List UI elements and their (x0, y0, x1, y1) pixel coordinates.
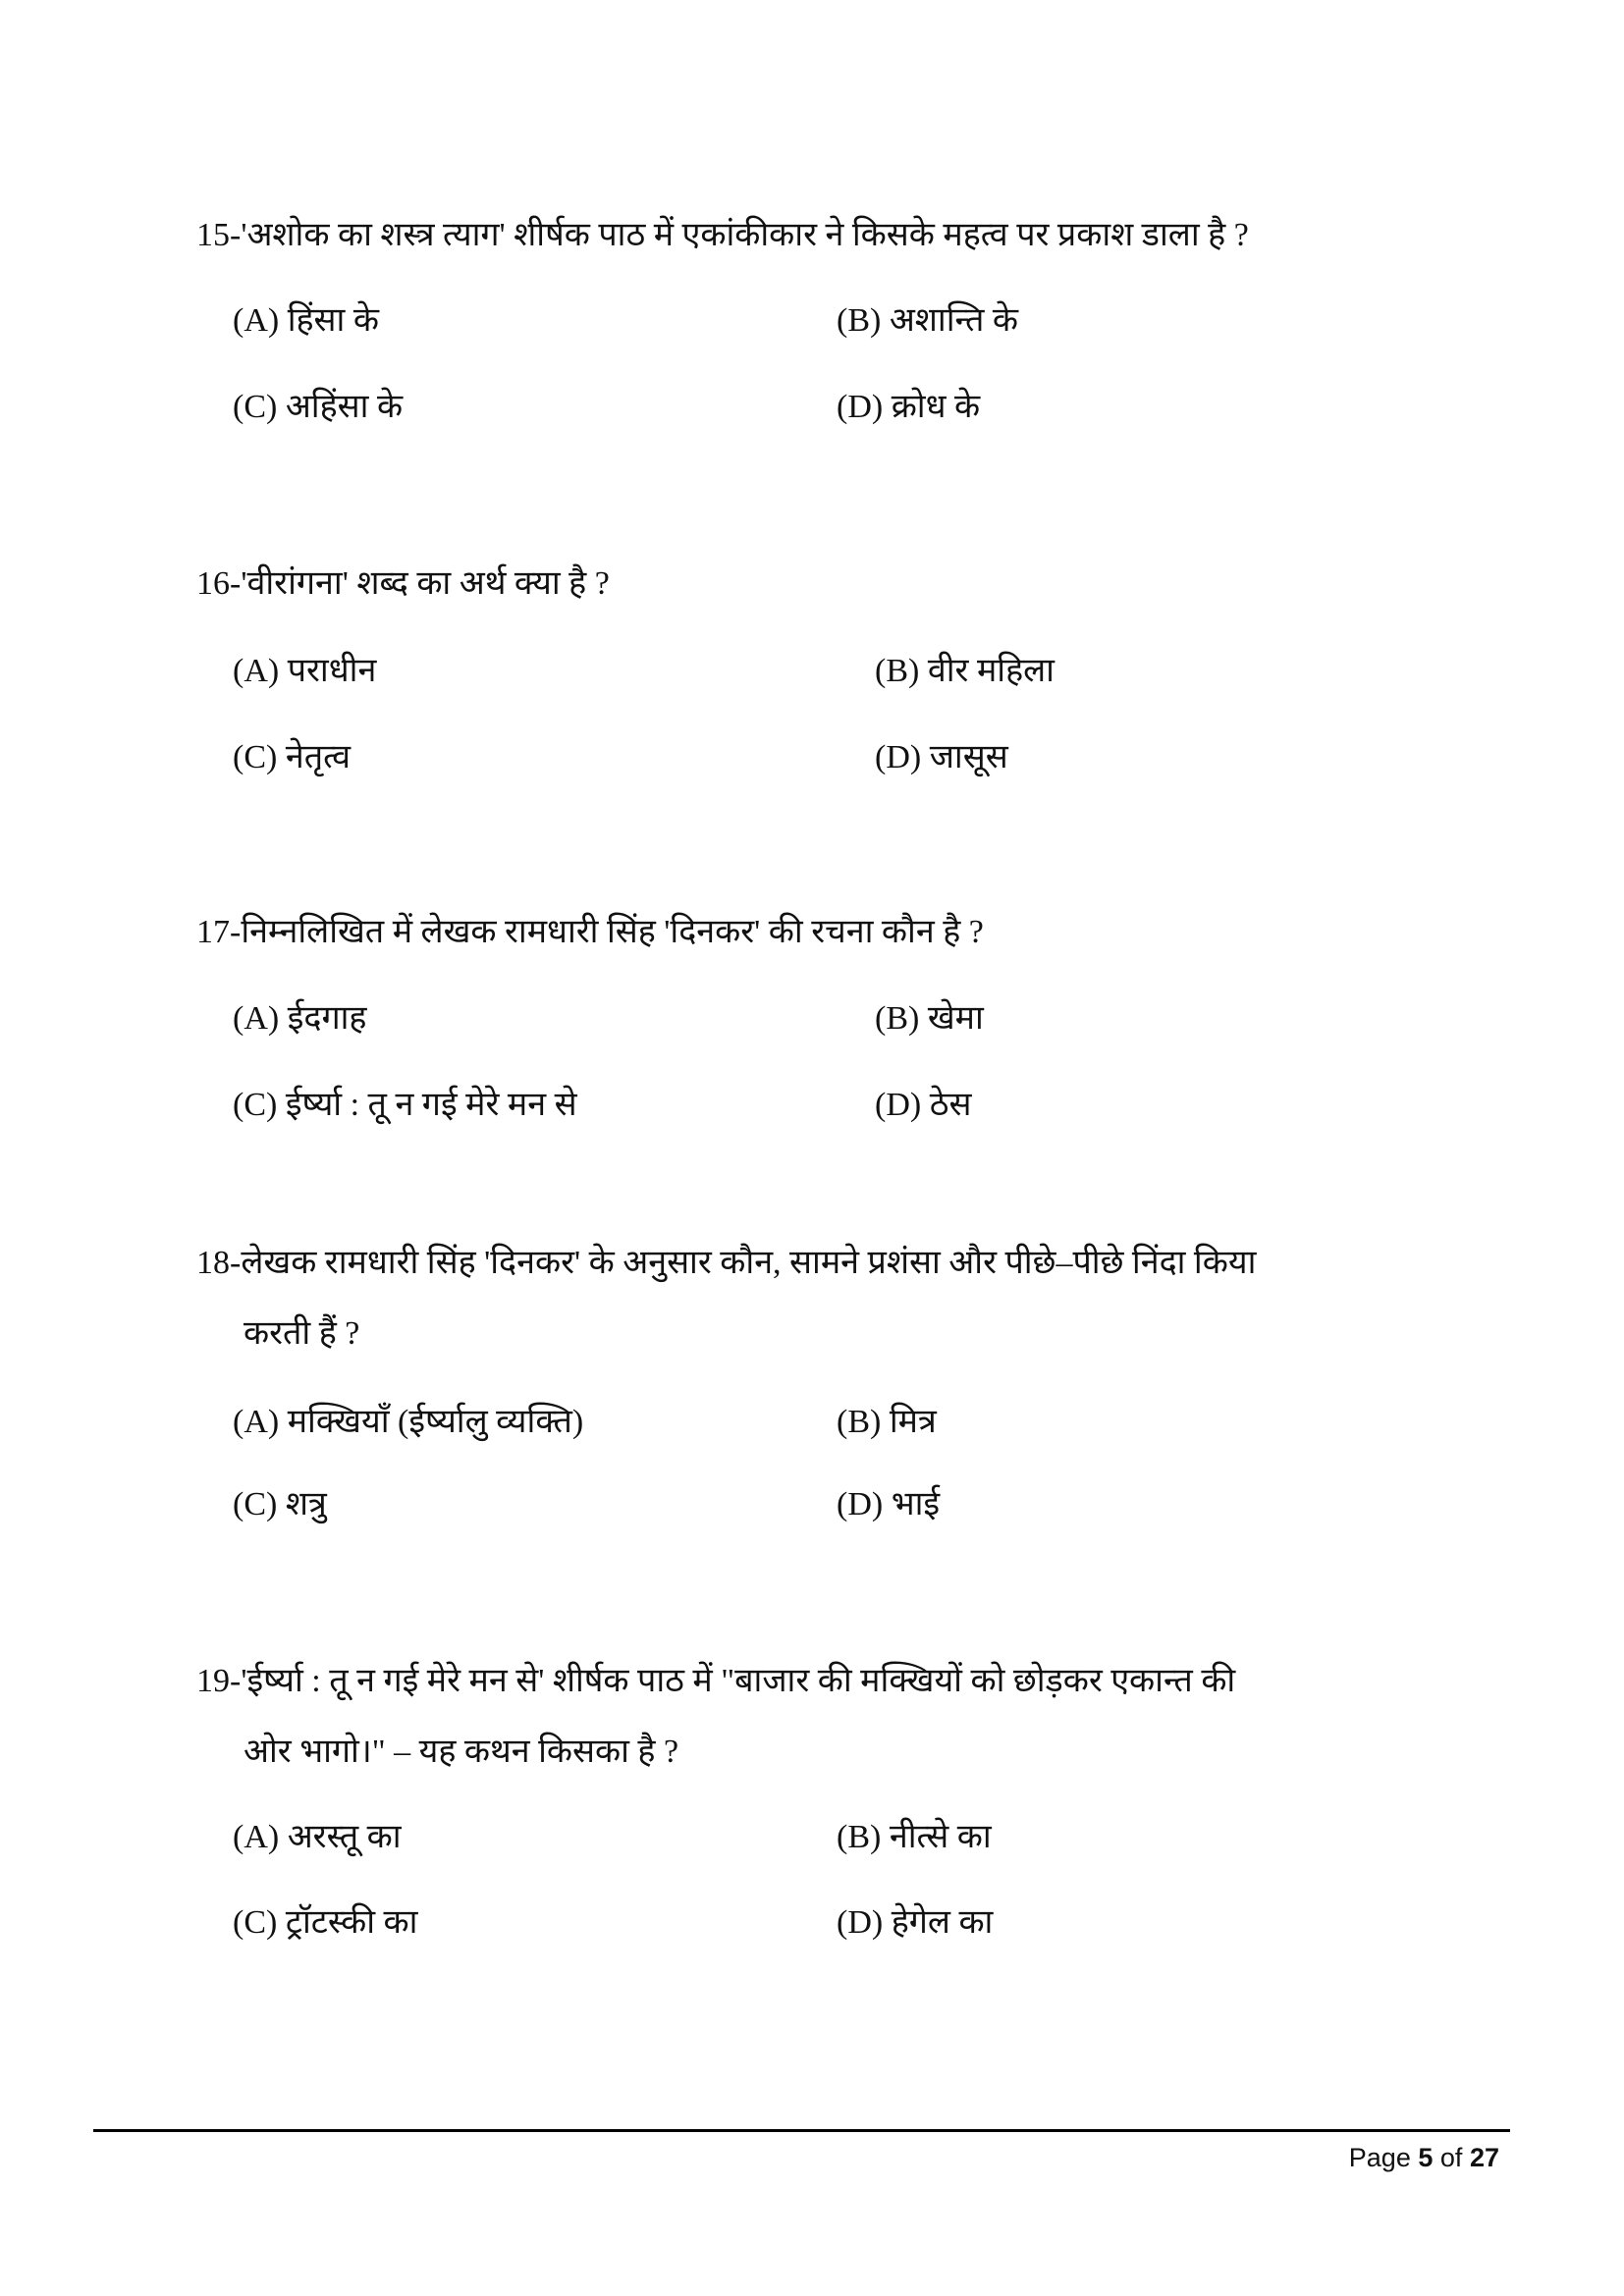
question-18 (196, 1242, 1256, 1285)
page-label: Page (1348, 2143, 1411, 2172)
option-a: (A) हिंसा के (233, 302, 379, 339)
question-text: लेखक रामधारी सिंह 'दिनकर' के अनुसार कौन, सामने प्रशंसा और पीछे–पीछे निंदा किया (241, 1245, 1257, 1281)
option-b: (B) नीत्से का (837, 1819, 992, 1855)
option-b: (B) मित्र (837, 1404, 937, 1440)
option-c: (C) नेतृत्व (233, 739, 351, 775)
question-number: 16- (196, 565, 242, 602)
question-number: 18- (196, 1245, 242, 1281)
option-a: (A) पराधीन (233, 653, 377, 689)
option-d: (D) भाई (837, 1486, 941, 1522)
question-number: 15- (196, 217, 242, 253)
question-text: निम्नलिखित में लेखक रामधारी सिंह 'दिनकर' की रचना कौन है ? (241, 914, 984, 950)
question-16 (196, 562, 610, 606)
option-c: (C) शत्रु (233, 1486, 327, 1522)
option-b: (B) अशान्ति के (837, 302, 1018, 339)
question-text: 'ईर्ष्या : तू न गई मेरे मन से' शीर्षक पाठ में "बाजार की मक्खियों को छोड़कर एकान्त की (241, 1663, 1236, 1699)
option-b: (B) वीर महिला (875, 653, 1055, 689)
of-label: of (1439, 2143, 1463, 2172)
footer-divider (93, 2129, 1510, 2132)
question-18-continued: करती हैं ? (244, 1315, 360, 1352)
option-d: (D) जासूस (875, 739, 1008, 775)
question-15 (196, 214, 1249, 257)
option-c: (C) ईर्ष्या : तू न गई मेरे मन से (233, 1087, 577, 1123)
option-c: (C) अहिंसा के (233, 389, 404, 425)
question-19-continued: ओर भागो।" – यह कथन किसका है ? (244, 1734, 679, 1770)
option-c: (C) ट्रॉटस्की का (233, 1904, 418, 1941)
question-text: 'वीरांगना' शब्द का अर्थ क्या है ? (241, 565, 610, 602)
option-a: (A) मक्खियाँ (ईर्ष्यालु व्यक्ति) (233, 1404, 584, 1440)
option-a: (A) ईदगाह (233, 1000, 367, 1037)
option-a: (A) अरस्तू का (233, 1819, 402, 1855)
current-page: 5 (1418, 2143, 1434, 2172)
option-d: (D) ठेस (875, 1087, 972, 1123)
total-pages: 27 (1469, 2143, 1499, 2172)
option-b: (B) खेमा (875, 1000, 984, 1037)
page-number (1349, 2140, 1499, 2175)
question-number: 19- (196, 1663, 242, 1699)
option-d: (D) हेगेल का (837, 1904, 994, 1941)
question-17 (196, 911, 984, 954)
question-number: 17- (196, 914, 242, 950)
option-d: (D) क्रोध के (837, 389, 981, 425)
question-19 (196, 1660, 1235, 1703)
question-text: 'अशोक का शस्त्र त्याग' शीर्षक पाठ में एकांकीकार ने किसके महत्व पर प्रकाश डाला है ? (241, 217, 1249, 253)
